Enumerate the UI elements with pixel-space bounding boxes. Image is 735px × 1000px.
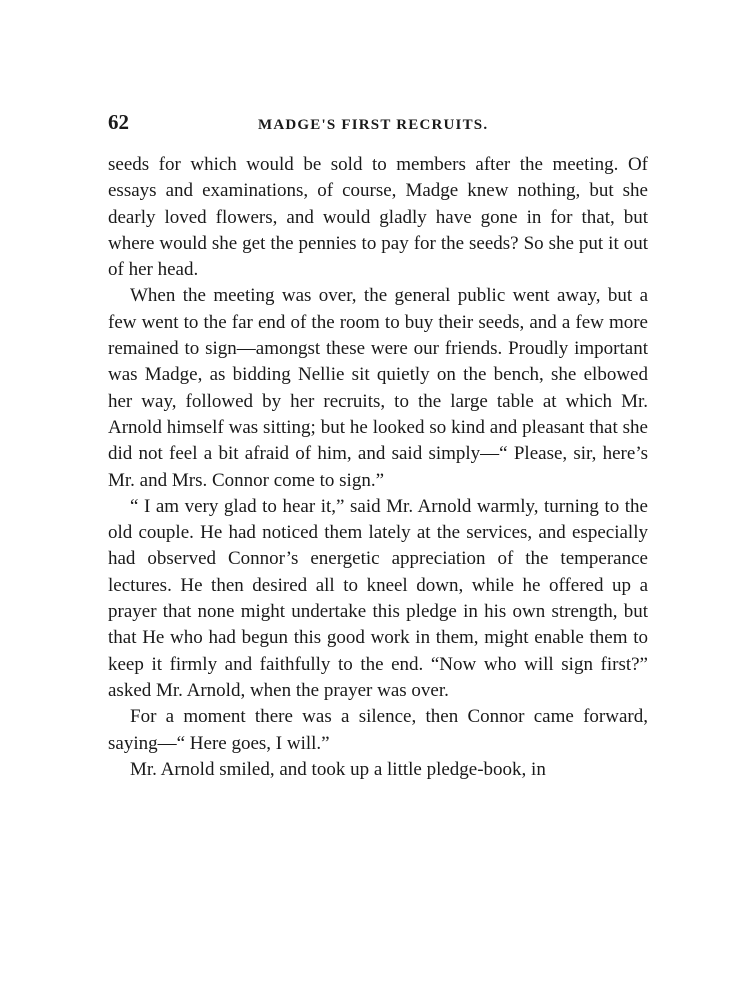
running-title: MADGE'S FIRST RECRUITS.: [258, 117, 489, 133]
paragraph-connor-forward: For a moment there was a silence, then Connor came forward, saying—“ Here goes, I will.”: [108, 706, 648, 754]
paragraph-continuation: seeds for which would be sold to members after the meeting. Of essays and examinations, of course, Madge knew nothing, but she dearly loved flowers, and would gladly have gone in for that, but where would she get the pennies to pay for the seeds? So she put it out of her head.: [108, 154, 648, 281]
paragraph-mr-arnold-reply: “ I am very glad to hear it,” said Mr. Arnold warmly, turning to the old couple. He had noticed them lately at the services, and especially had observed Connor’s energetic appreciation of the temperance lectures. He then desired all to kneel down, while he offered up a prayer that none might undertake this pledge in his own strength, but that He who had begun this good work in them, might enable them to keep it firmly and faithfully to the end. “Now who will sign first?” asked Mr. Arnold, when the prayer was over.: [108, 495, 648, 701]
paragraph-meeting-over: When the meeting was over, the general public went away, but a few went to the far end of the room to buy their seeds, and a few more remained to sign—amongst these were our friends. Proudly important was Madge, as bidding Nellie sit quietly on the bench, she elbowed her way, followed by her recruits, to the large table at which Mr. Arnold himself was sitting; but he looked so kind and pleasant that she did not feel a bit afraid of him, and said simply—“ Please, sir, here’s Mr. and Mrs. Connor come to sign.”: [108, 285, 648, 491]
page-number: 62: [108, 110, 129, 134]
book-page: [108, 110, 648, 783]
paragraph-pledge-book: Mr. Arnold smiled, and took up a little pledge-book, in: [130, 758, 546, 780]
body-text: [108, 152, 648, 783]
running-head: [108, 110, 648, 140]
